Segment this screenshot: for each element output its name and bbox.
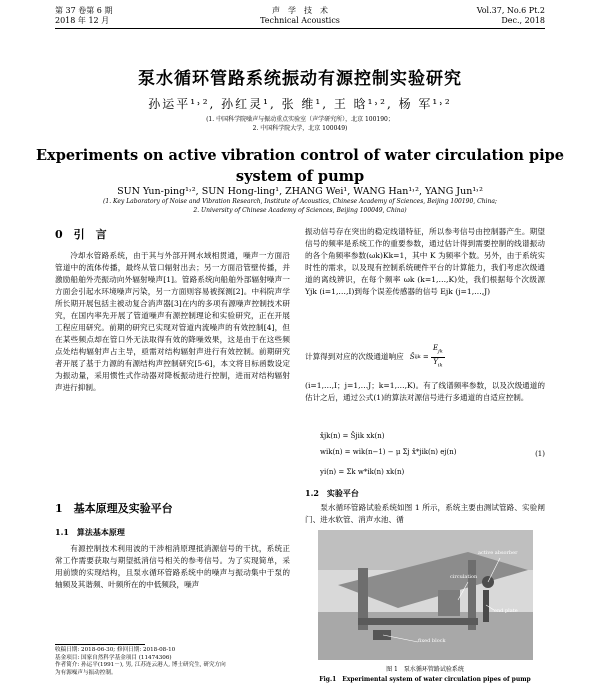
footnote-rule (55, 644, 145, 645)
header-rule (55, 28, 545, 29)
paper-title-en (0, 145, 600, 187)
subsection-1-1-paragraph: 有源控制技术利用波的干涉相消原理抵消源信号的干扰，系统正常工作需要获取与期望抵消信号相关的参考信号。为了实现简单，采用前馈的实现结构，且泵水循环管路系统中的噪声与振动集中于泵的轴频及其谐频、叶频所在的中低频段，噪声 (55, 544, 290, 589)
equation-line-3: yi(n) = Σk w*ik(n) xk(n) (320, 468, 405, 476)
paper-title-cn: 泵水循环管路系统振动有源控制实验研究 (138, 69, 462, 89)
journal-name-en: Technical Acoustics (260, 16, 340, 25)
secondary-path-formula: Ŝ ijk = $E_{jk}$ $Y_{ik}$ (409, 344, 443, 368)
pump-body (438, 590, 460, 616)
equation-number: (1) (535, 450, 545, 458)
section-heading-1: 1 基本原理及实验平台 (55, 502, 173, 515)
label-active-absorber: active absorber (478, 550, 518, 556)
right-paragraph-1: 振动信号存在突出的稳定线谱特征，所以参考信号由控制器产生。期望信号的频率是系统工作的重要参数，通过估计得到需要控制的线谱振动的各个角频率参数(ωk)Kk=1，其中 K 为频率个数。另外，由于系统实时性的需求，以及现有控制系统硬件平台的计算能力，我们考虑次级通道的离线辨识，在每个频率 ωk (k=1,…,K)处，我们根据每个次级源 Yjk (i=1,…,I)到每个误差传感器的信号 Ejk (j=1,…,J) (305, 227, 545, 296)
right-paragraph-3: (i=1,…,I；j=1,…J；k=1,…,K)。有了线谱频率参数，以及次级通道的估计之后，通过公式(1)的算法对源信号进行多通道的自适应控制。 (305, 381, 545, 402)
right-paragraph-2-text: 计算得到对应的次级通道响应 (305, 352, 404, 361)
affiliation-en-2: 2. University of Chinese Academy of Sciences, Beijing 100049, China) (193, 207, 407, 214)
paper-title-en-line2: system of pump (235, 168, 365, 185)
header-center (200, 6, 400, 26)
authors-cn: 孙运平¹˒², 孙红灵¹, 张 维¹, 王 晗¹˒², 杨 军¹˒² (148, 97, 452, 111)
section-heading-intro: 0 引 言 (55, 228, 107, 241)
volume-issue: 第 37 卷第 6 期 (55, 6, 113, 15)
paper-title-en-line1: Experiments on active vibration control of water circulation pipe (36, 147, 564, 164)
subsection-heading-1-2: 1.2 实验平台 (305, 488, 359, 498)
issue-date-en: Dec., 2018 (501, 16, 545, 25)
issue-date-cn: 2018 年 12 月 (55, 16, 110, 25)
label-circulation: circulation (450, 574, 478, 580)
right-paragraph-2 (305, 344, 545, 368)
equation-line-2: wik(n) = wik(n−1) − μ Σj x̂*jik(n) ej(n) (320, 448, 457, 456)
affiliation-en-1: (1. Key Laboratory of Noise and Vibration Research, Institute of Acoustics, Chinese Academy of Sciences, Beijing 100190, China; (103, 198, 497, 205)
footnote-author-cont: 为有源噪声与振动控制。 (55, 669, 117, 676)
header-left (55, 6, 112, 26)
header-right (477, 6, 545, 26)
journal-name-cn: 声 学 技 术 (272, 6, 328, 15)
footnote-received: 收稿日期: 2018-06-30; 修回日期: 2018-08-10 (55, 647, 176, 653)
figure-1-caption-en: Fig.1 Experimental system of water circulation pipes of pump (319, 676, 531, 683)
label-fixed-block: fixed block (418, 638, 446, 644)
equation-line-1: x̂jk(n) = Ŝjik xk(n) (320, 432, 385, 440)
fixed-block (373, 630, 391, 640)
pipe-horizontal (358, 618, 478, 625)
figure-1-photo (318, 530, 533, 660)
authors-en: SUN Yun-ping¹˒², SUN Hong-ling¹, ZHANG Wei¹, WANG Han¹˒², YANG Jun¹˒² (117, 186, 483, 197)
subsection-heading-1-1: 1.1 算法基本原理 (55, 527, 125, 537)
footnotes (55, 647, 290, 677)
figure-1-caption-cn: 图 1 泵水循环管路试验系统 (386, 666, 464, 673)
affiliation-cn-2: 2. 中国科学院大学，北京 100049) (252, 125, 348, 132)
intro-paragraph: 冷却水管路系统，由于其与外部开网水域相贯通，噪声一方面沿管道中的流体传播，最终从管口辐射出去；另一方面沿管壁传播，并激励船舶外壳振动向外辐射噪声[1]。管路系统向船舶外部辐射噪声一方面会引起水环境噪声污染，另一方面则容易被探测[2]。中科院声学所长期开展包括主被动复合消声器[3]在内的多项有源噪声控制技术研究，在国内率先开展了管道噪声有源控制理论和实验研究，正在开展工程应用研究。前期的研究已实现对管道内流噪声的有效控制[4]，但在某些频点却在管口外无法取得有效的降噪效果，这是由于在这些频点处结构辐射声占主导，亟需对结构辐射声进行有效控制。前期研究者开展了基于力源的有源结构声控制研究[5-6]，本文将目标函数设定为振动量，采用惯性式作动器对降板振动进行控制，进而对结构辐射声进行抑制。 (55, 251, 290, 392)
footnote-funding: 基金项目: 国家自然科学基金项目 (11474306) (55, 654, 172, 661)
affiliation-cn-1: (1. 中国科学院噪声与振动重点实验室（声学研究所），北京 100190； (206, 116, 394, 123)
footnote-author: 作者简介: 孙运平(1991－), 男, 江苏连云港人, 博士研究生, 研究方向 (55, 662, 226, 668)
subsection-1-2-paragraph: 泵水循环管路试验系统如图 1 所示，系统主要由测试管路、实验闸门、进水软管、消声水池、循 (305, 503, 545, 524)
label-end-plate: end plate (494, 608, 518, 614)
volume-issue-en: Vol.37, No.6 Pt.2 (476, 6, 545, 15)
